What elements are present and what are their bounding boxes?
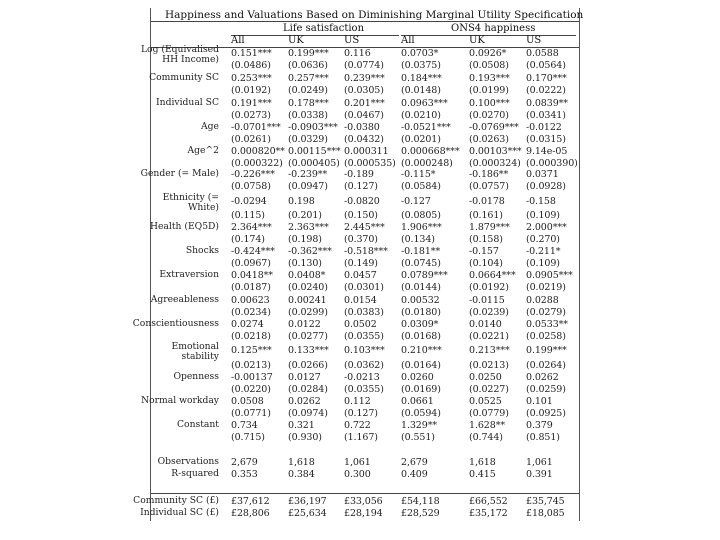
- table-cell: 0.199***: [526, 345, 567, 356]
- table-cell: £28,194: [344, 508, 383, 519]
- table-cell: (0.130): [288, 258, 322, 269]
- table-cell: 2.000***: [526, 222, 567, 233]
- table-cell: (0.127): [344, 181, 378, 192]
- table-cell: (0.0432): [344, 134, 384, 145]
- table-cell: (0.0270): [469, 110, 509, 121]
- table-cell: (0.0355): [344, 384, 384, 395]
- table-cell: (0.0222): [526, 85, 566, 96]
- table-cell: (0.161): [469, 210, 503, 221]
- table-cell: 0.0926*: [469, 48, 507, 59]
- table-cell: (0.000248): [401, 158, 453, 169]
- table-cell: 0.391: [526, 469, 553, 480]
- table-row: [151, 246, 579, 258]
- table-cell: (0.150): [344, 210, 378, 221]
- table-cell: -0.518***: [344, 246, 388, 257]
- table-cell: 0.178***: [288, 98, 329, 109]
- table-cell: 0.112: [344, 396, 371, 407]
- table-cell: 0.00623: [231, 295, 270, 306]
- table-cell: (0.744): [469, 432, 503, 443]
- table-cell: (0.0168): [401, 331, 441, 342]
- table-cell: £35,172: [469, 508, 508, 519]
- table-cell: 0.0789***: [401, 270, 448, 281]
- table-cell: 0.0127: [288, 372, 321, 383]
- table-cell: (0.0779): [469, 408, 509, 419]
- table-cell: 0.0703*: [401, 48, 439, 59]
- table-cell: £54,118: [401, 496, 440, 507]
- table-row: [140, 44, 579, 65]
- table-cell: 0.0288: [526, 295, 559, 306]
- table-cell: 1.879***: [469, 222, 510, 233]
- column-header-uk-ons4: UK: [469, 35, 485, 46]
- table-cell: 0.0262: [288, 396, 321, 407]
- table-cell: (0.0805): [401, 210, 441, 221]
- table-cell: -0.00137: [231, 372, 273, 383]
- table-cell: (0.0757): [469, 181, 509, 192]
- table-cell: (0.0745): [401, 258, 441, 269]
- table-cell: (0.0201): [401, 134, 441, 145]
- table-cell: (0.0564): [526, 60, 566, 71]
- group-underline-ons4-happiness: [401, 35, 576, 36]
- table-cell: 0.00532: [401, 295, 440, 306]
- table-cell: (0.0164): [401, 360, 441, 371]
- table-cell: -0.0213: [344, 372, 380, 383]
- table-cell: 1.628**: [469, 420, 505, 431]
- table-cell: (0.0264): [526, 360, 566, 371]
- table-cell: £35,745: [526, 496, 565, 507]
- table-cell: (0.0187): [231, 282, 271, 293]
- table-row: [151, 270, 579, 282]
- table-cell: 0.409: [401, 469, 428, 480]
- table-cell: 0.00241: [288, 295, 327, 306]
- table-cell: 0.00115***: [288, 146, 341, 157]
- table-cell: (0.0329): [288, 134, 328, 145]
- row-label: Extraversion: [159, 269, 219, 280]
- table-cell: 0.0661: [401, 396, 434, 407]
- table-cell: 0.0533**: [526, 319, 568, 330]
- table-cell: 0.722: [344, 420, 371, 431]
- table-cell: 0.0508: [231, 396, 264, 407]
- table-cell: 0.0664***: [469, 270, 516, 281]
- table-row: [151, 60, 579, 72]
- table-row: [132, 318, 579, 331]
- table-cell: 0.00103***: [469, 146, 522, 157]
- table-cell: -0.0903***: [288, 122, 338, 133]
- table-cell: £66,552: [469, 496, 508, 507]
- table-cell: (0.0213): [469, 360, 509, 371]
- table-cell: 1,618: [469, 457, 496, 468]
- table-cell: 0.191***: [231, 98, 272, 109]
- table-cell: (0.0383): [344, 307, 384, 318]
- table-cell: 0.0274: [231, 319, 264, 330]
- table-row: [151, 222, 579, 234]
- table-cell: 2.364***: [231, 222, 272, 233]
- table-cell: -0.0380: [344, 122, 380, 133]
- table-cell: £28,806: [231, 508, 270, 519]
- table-cell: (1.167): [344, 432, 378, 443]
- table-row: [151, 432, 579, 444]
- table-cell: 0.201***: [344, 98, 385, 109]
- table-cell: 0.253***: [231, 73, 272, 84]
- table-cell: -0.181**: [401, 246, 441, 257]
- table-cell: -0.0122: [526, 122, 562, 133]
- table-cell: 1.906***: [401, 222, 442, 233]
- table-cell: (0.109): [526, 210, 560, 221]
- table-cell: (0.000322): [231, 158, 283, 169]
- table-cell: (0.0192): [231, 85, 271, 96]
- table-cell: -0.115*: [401, 169, 436, 180]
- table-cell: (0.0277): [288, 331, 328, 342]
- table-cell: (0.0301): [344, 282, 384, 293]
- table-cell: (0.0315): [526, 134, 566, 145]
- table-cell: 0.415: [469, 469, 496, 480]
- table-cell: 1,618: [288, 457, 315, 468]
- table-cell: -0.424***: [231, 246, 275, 257]
- table-cell: -0.211*: [526, 246, 561, 257]
- table-cell: (0.0508): [469, 60, 509, 71]
- table-cell: (0.000535): [344, 158, 396, 169]
- table-cell: 2.363***: [288, 222, 329, 233]
- table-cell: (0.0771): [231, 408, 271, 419]
- table-cell: 0.0250: [469, 372, 502, 383]
- table-cell: (0.000405): [288, 158, 340, 169]
- table-cell: -0.189: [344, 169, 374, 180]
- table-cell: (0.0284): [288, 384, 328, 395]
- table-row: [151, 146, 579, 158]
- table-cell: (0.0263): [469, 134, 509, 145]
- table-cell: -0.226***: [231, 169, 275, 180]
- regression-table: [132, 8, 584, 521]
- table-cell: 0.0260: [401, 372, 434, 383]
- table-cell: £18,085: [526, 508, 565, 519]
- row-label: Agreeableness: [150, 294, 219, 305]
- row-label: Age: [201, 121, 219, 132]
- table-cell: 0.100***: [469, 98, 510, 109]
- table-cell: (0.851): [526, 432, 560, 443]
- table-cell: (0.0239): [469, 307, 509, 318]
- table-cell: 2.445***: [344, 222, 385, 233]
- table-cell: 0.0418**: [231, 270, 273, 281]
- table-cell: (0.0362): [344, 360, 384, 371]
- table-cell: 0.353: [231, 469, 258, 480]
- table-cell: (0.0144): [401, 282, 441, 293]
- table-cell: (0.0218): [231, 331, 271, 342]
- table-row: [151, 469, 579, 481]
- table-cell: 0.0502: [344, 319, 377, 330]
- table-cell: -0.157: [469, 246, 499, 257]
- table-cell: (0.0259): [526, 384, 566, 395]
- table-cell: 0.000311: [344, 146, 389, 157]
- group-header-ons4-happiness: ONS4 happiness: [451, 23, 536, 34]
- table-cell: 0.0122: [288, 319, 321, 330]
- table-row: [141, 395, 579, 408]
- table-cell: 0.125***: [231, 345, 272, 356]
- table-cell: (0.0273): [231, 110, 271, 121]
- table-row: [151, 98, 579, 110]
- table-cell: -0.0294: [231, 196, 267, 207]
- table-cell: £33,056: [344, 496, 383, 507]
- table-cell: (0.0261): [231, 134, 271, 145]
- table-cell: 2,679: [231, 457, 258, 468]
- table-cell: 0.116: [344, 48, 371, 59]
- row-label: Openness: [173, 371, 219, 382]
- table-cell: (0.0169): [401, 384, 441, 395]
- table-cell: -0.0820: [344, 196, 380, 207]
- table-cell: 0.239***: [344, 73, 385, 84]
- table-row: [151, 85, 579, 97]
- table-cell: -0.0701***: [231, 122, 281, 133]
- table-cell: (0.0486): [231, 60, 271, 71]
- table-row: [151, 282, 579, 294]
- row-label: Log (Equivalised HH Income): [140, 44, 219, 65]
- row-label: Conscientiousness: [132, 318, 219, 329]
- table-cell: 0.103***: [344, 345, 385, 356]
- table-cell: 0.000668***: [401, 146, 460, 157]
- table-cell: (0.0221): [469, 331, 509, 342]
- table-cell: (0.551): [401, 432, 435, 443]
- table-cell: (0.0213): [231, 360, 271, 371]
- table-cell: (0.0199): [469, 85, 509, 96]
- table-cell: 0.0905***: [526, 270, 573, 281]
- table-cell: £25,634: [288, 508, 327, 519]
- table-cell: -0.0178: [469, 196, 505, 207]
- rule-under-title: [151, 21, 579, 22]
- table-cell: (0.0467): [344, 110, 384, 121]
- rule-above-valuations: [151, 493, 579, 494]
- table-cell: 1,061: [344, 457, 371, 468]
- table-cell: 0.184***: [401, 73, 442, 84]
- table-row: [151, 122, 579, 134]
- table-cell: (0.149): [344, 258, 378, 269]
- table-cell: (0.930): [288, 432, 322, 443]
- table-cell: (0.000390): [526, 158, 578, 169]
- row-label: Community SC (£): [133, 495, 219, 506]
- table-title: Happiness and Valuations Based on Diminishing Marginal Utility Specification: [165, 9, 584, 21]
- table-cell: (0.0305): [344, 85, 384, 96]
- table-cell: (0.109): [526, 258, 560, 269]
- table-cell: 0.0839**: [526, 98, 568, 109]
- table-cell: 0.101: [526, 396, 553, 407]
- table-cell: (0.0925): [526, 408, 566, 419]
- table-cell: (0.0341): [526, 110, 566, 121]
- table-cell: 0.133***: [288, 345, 329, 356]
- table-cell: 0.321: [288, 420, 315, 431]
- column-header-all-ls: All: [231, 35, 245, 46]
- table-cell: 0.300: [344, 469, 371, 480]
- table-cell: -0.0115: [469, 295, 505, 306]
- column-header-all-ons4: All: [401, 35, 415, 46]
- table-cell: (0.0974): [288, 408, 328, 419]
- table-cell: 0.257***: [288, 73, 329, 84]
- row-label: Community SC: [149, 72, 219, 83]
- table-cell: -0.362***: [288, 246, 332, 257]
- table-cell: (0.0594): [401, 408, 441, 419]
- table-cell: (0.0192): [469, 282, 509, 293]
- table-row: [140, 507, 579, 520]
- table-cell: (0.0967): [231, 258, 271, 269]
- table-cell: 1.329**: [401, 420, 437, 431]
- table-cell: (0.0928): [526, 181, 566, 192]
- table-cell: (0.0210): [401, 110, 441, 121]
- table-cell: (0.134): [401, 234, 435, 245]
- table-cell: (0.0338): [288, 110, 328, 121]
- table-cell: (0.0234): [231, 307, 271, 318]
- table-cell: (0.0279): [526, 307, 566, 318]
- row-label: Gender (= Male): [140, 168, 219, 179]
- row-label: Emotional stability: [171, 341, 219, 362]
- table-cell: £28,529: [401, 508, 440, 519]
- table-cell: (0.158): [469, 234, 503, 245]
- table-cell: (0.0375): [401, 60, 441, 71]
- table-cell: (0.0180): [401, 307, 441, 318]
- table-cell: (0.370): [344, 234, 378, 245]
- table-row: [140, 168, 579, 181]
- table-cell: (0.104): [469, 258, 503, 269]
- table-cell: 9.14e-05: [526, 146, 568, 157]
- table-cell: 0.193***: [469, 73, 510, 84]
- table-cell: 0.0963***: [401, 98, 448, 109]
- table-cell: £36,197: [288, 496, 327, 507]
- table-cell: (0.0584): [401, 181, 441, 192]
- table-cell: 0.0262: [526, 372, 559, 383]
- table-cell: 0.213***: [469, 345, 510, 356]
- table-cell: (0.115): [231, 210, 265, 221]
- group-header-life-satisfaction: Life satisfaction: [283, 23, 365, 34]
- table-cell: (0.0227): [469, 384, 509, 395]
- table-cell: (0.0240): [288, 282, 328, 293]
- table-row: [151, 295, 579, 307]
- table-cell: (0.000324): [469, 158, 521, 169]
- table-cell: 0.198: [288, 196, 315, 207]
- table-cell: -0.0769***: [469, 122, 519, 133]
- row-label: R-squared: [171, 468, 219, 479]
- table-cell: (0.127): [344, 408, 378, 419]
- table-cell: (0.0148): [401, 85, 441, 96]
- table-cell: 0.000820**: [231, 146, 285, 157]
- table-cell: 0.0525: [469, 396, 502, 407]
- table-cell: 0.0408*: [288, 270, 326, 281]
- row-label: Age^2: [187, 145, 219, 156]
- table-cell: (0.0947): [288, 181, 328, 192]
- table-cell: (0.0219): [526, 282, 566, 293]
- table-row: [151, 372, 579, 384]
- table-cell: (0.0249): [288, 85, 328, 96]
- column-header-us-ls: US: [344, 35, 360, 46]
- table-cell: 0.0140: [469, 319, 502, 330]
- table-cell: (0.715): [231, 432, 265, 443]
- table-row: [151, 420, 579, 432]
- table-cell: 2,679: [401, 457, 428, 468]
- column-header-uk-ls: UK: [288, 35, 304, 46]
- table-cell: (0.0758): [231, 181, 271, 192]
- table-cell: (0.0774): [344, 60, 384, 71]
- table-cell: -0.158: [526, 196, 556, 207]
- table-cell: 1,061: [526, 457, 553, 468]
- row-label: Constant: [177, 419, 219, 430]
- table-row: [151, 192, 579, 213]
- row-label: Normal workday: [141, 395, 219, 406]
- table-cell: 0.170***: [526, 73, 567, 84]
- table-cell: (0.0355): [344, 331, 384, 342]
- table-cell: 0.734: [231, 420, 258, 431]
- table-cell: (0.0266): [288, 360, 328, 371]
- row-label: Health (EQ5D): [149, 221, 219, 232]
- row-label: Individual SC: [156, 97, 219, 108]
- table-row: [151, 73, 579, 85]
- table-cell: (0.270): [526, 234, 560, 245]
- row-label: Shocks: [185, 245, 219, 256]
- table-cell: (0.0220): [231, 384, 271, 395]
- row-label: Observations: [157, 456, 219, 467]
- group-underline-life-satisfaction: [231, 35, 399, 36]
- table-cell: 0.210***: [401, 345, 442, 356]
- row-label: Individual SC (£): [140, 507, 219, 518]
- table-cell: 0.0154: [344, 295, 377, 306]
- table-cell: £37,612: [231, 496, 270, 507]
- table-cell: (0.198): [288, 234, 322, 245]
- table-cell: -0.0521***: [401, 122, 451, 133]
- table-cell: 0.0588: [526, 48, 559, 59]
- table-cell: 0.384: [288, 469, 315, 480]
- table-cell: (0.0258): [526, 331, 566, 342]
- table-cell: 0.0371: [526, 169, 559, 180]
- table-cell: 0.0309*: [401, 319, 439, 330]
- table-cell: -0.239**: [288, 169, 328, 180]
- table-cell: (0.0299): [288, 307, 328, 318]
- table-cell: 0.199***: [288, 48, 329, 59]
- column-header-us-ons4: US: [526, 35, 542, 46]
- table-cell: -0.186**: [469, 169, 509, 180]
- table-cell: 0.151***: [231, 48, 272, 59]
- row-label: Ethnicity (= White): [162, 192, 219, 213]
- table-cell: 0.0457: [344, 270, 377, 281]
- table-cell: (0.0636): [288, 60, 328, 71]
- table-cell: 0.379: [526, 420, 553, 431]
- table-cell: (0.174): [231, 234, 265, 245]
- table-cell: -0.127: [401, 196, 431, 207]
- table-row: [151, 341, 579, 362]
- table-cell: (0.201): [288, 210, 322, 221]
